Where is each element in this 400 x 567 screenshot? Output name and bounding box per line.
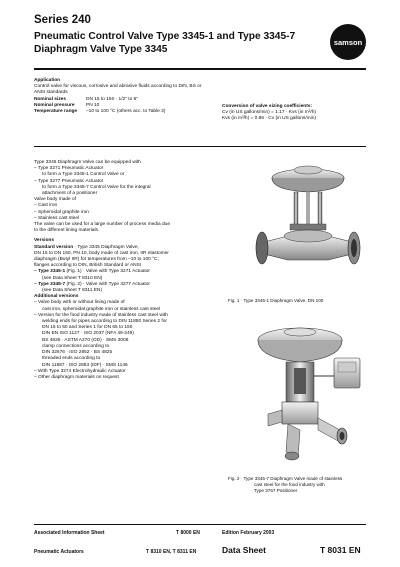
- page-title: [34, 31, 324, 56]
- valve-illustration-1: [228, 150, 388, 290]
- application-text: Control valve for viscous, corrosive and abrasive fluids according to DIN, BS or ANSI standards: [34, 84, 202, 96]
- spec-key: Nominal pressure: [34, 102, 75, 108]
- figure-2: [228, 318, 388, 493]
- application-section: [34, 78, 204, 115]
- additional-line: welding ends for pipes according to DIN 11850 Series 2 for: [42, 319, 167, 325]
- spec-key: Temperature range: [34, 109, 78, 115]
- pneumatic-value: T 8310 EN, T 8311 EN: [146, 549, 197, 555]
- additional-line: DN 15 to 50 and Series 1 for DN 65 to 150: [42, 325, 133, 331]
- additional-line: DIN 32676 · ISO 2852 · BS 4825: [42, 350, 113, 356]
- additional-line: DIN 11887 · ISO 2853 (IDF) · SMS 1146: [42, 362, 128, 368]
- data-sheet-number: T 8031 EN: [320, 545, 361, 555]
- figure-2-caption-line: Fig. 2 · Type 3345-7 Diaphragm Valve made of stainless: [228, 476, 343, 481]
- edition: Edition February 2003: [222, 530, 275, 536]
- data-sheet-label: Data Sheet: [222, 545, 266, 555]
- standard-line: diaphragm (Butyl IIR) for temperatures from –10 to 100 °C;: [34, 257, 159, 263]
- additional-line: – Other diaphragm materials on request: [34, 374, 119, 380]
- figure-2-caption-line: cast steel for the food industry with: [254, 482, 325, 487]
- additional-heading: Additional versions: [34, 294, 79, 300]
- versions-heading: Versions: [34, 238, 54, 244]
- spec-row: [34, 109, 204, 115]
- conversion-heading: Conversion of valve sizing coefficients:: [222, 104, 313, 109]
- list-item: to the different lining materials.: [34, 228, 100, 234]
- title-line-2: Diaphragm Valve Type 3345: [34, 43, 168, 55]
- additional-line: – Version for the food industry made of stainless cast steel with: [34, 312, 168, 318]
- conversion-line-1: Cv (in US gallons/min) = 1.17 · Kvs (in m³/h): [222, 110, 316, 116]
- header-rule: [34, 68, 366, 70]
- assoc-value: T 8000 EN: [176, 530, 200, 536]
- additional-line: – Valve body with or without lining made of: [34, 300, 125, 306]
- additional-line: cast iron, spheroidal graphite iron or stainless cast steel: [42, 306, 161, 312]
- conversion-line-2: Kvs (in m³/h) = 0.86 · Cv (in US gallons/min): [222, 116, 316, 122]
- standard-label: Standard version: [34, 244, 74, 250]
- figure-1: [228, 150, 388, 303]
- type1-label: – Type 3345-1: [34, 269, 66, 275]
- type1-ref: (see Data Sheet T 8310 EN): [42, 275, 103, 281]
- list-item: – Spheroidal graphite iron: [34, 209, 89, 215]
- additional-line: – With Type 3274 Electrohydraulic Actuator: [34, 368, 126, 374]
- type7-label: – Type 3345-7: [34, 281, 66, 287]
- pneumatic-label: Pneumatic Actuators: [34, 549, 84, 555]
- spec-value: –10 to 100 °C (others acc. to Table 3): [86, 109, 166, 115]
- additional-line: BS 4825 · ASTM A270 (OD) · SMS 3008: [42, 337, 129, 343]
- standard-line: DN 15 to DN 150, PN 10, body made of cast iron, IIR elastomer: [34, 250, 169, 256]
- figure-2-caption: [228, 476, 388, 494]
- type7-ref: (see Data Sheet T 8311 EN): [42, 288, 102, 294]
- list-item: – Stainless cast steel: [34, 215, 80, 221]
- application-heading: Application: [34, 78, 61, 83]
- section-rule: [34, 146, 366, 147]
- body-text: [34, 160, 222, 381]
- spec-key: Nominal sizes: [34, 96, 66, 102]
- list-item: to form a Type 3345-1 Control Valve or: [42, 172, 125, 178]
- valve-illustration-2: [228, 318, 388, 468]
- type1-text: (Fig. 1) · Valve with Type 3271 Actuator: [65, 269, 150, 275]
- standard-line: flanges according to DIN, British Standard or ANSI: [34, 263, 142, 269]
- conversion-section: [222, 104, 382, 123]
- additional-line: threaded ends according to: [42, 356, 101, 362]
- figure-2-caption-line: Type 3767 Positioner: [254, 488, 298, 493]
- additional-line: clamp connections according to: [42, 343, 110, 349]
- intro-text: Type 3345 Diaphragm Valve can be equipped with: [34, 160, 141, 165]
- spec-value: PN 10: [86, 102, 100, 108]
- list-item: – Cast iron: [34, 203, 58, 209]
- spec-value: DN 15 to 150 · 1/2" to 6": [86, 96, 138, 102]
- footer-rule: [34, 524, 366, 525]
- type7-text: (Fig. 2) · Valve with Type 3277 Actuator: [65, 281, 150, 287]
- figure-1-caption: Fig. 1 · Type 3345-1 Diaphragm Valve, DN 100: [228, 298, 324, 303]
- list-item: The valve can be used for a large number of process media due: [34, 222, 170, 228]
- additional-line: DIN EN ISO 1127 · ISO 2037 (NFA 49-249): [42, 331, 134, 337]
- list-item: to form a Type 3345-7 Control Valve for the integral: [42, 184, 151, 190]
- list-item: – Type 3277 Pneumatic Actuator: [34, 178, 104, 184]
- series-label: Series 240: [34, 14, 91, 26]
- list-item: – Type 3271 Pneumatic Actuator: [34, 166, 104, 172]
- standard-text: · Type 3345 Diaphragm Valve,: [73, 244, 139, 250]
- list-item: attachment of a positioner: [42, 191, 98, 197]
- title-line-1: Pneumatic Control Valve Type 3345-1 and Type 3345-7: [34, 31, 296, 42]
- samson-logo: samson: [330, 24, 366, 60]
- list-item: Valve body made of: [34, 197, 77, 203]
- assoc-label: Associated Information Sheet: [34, 530, 105, 536]
